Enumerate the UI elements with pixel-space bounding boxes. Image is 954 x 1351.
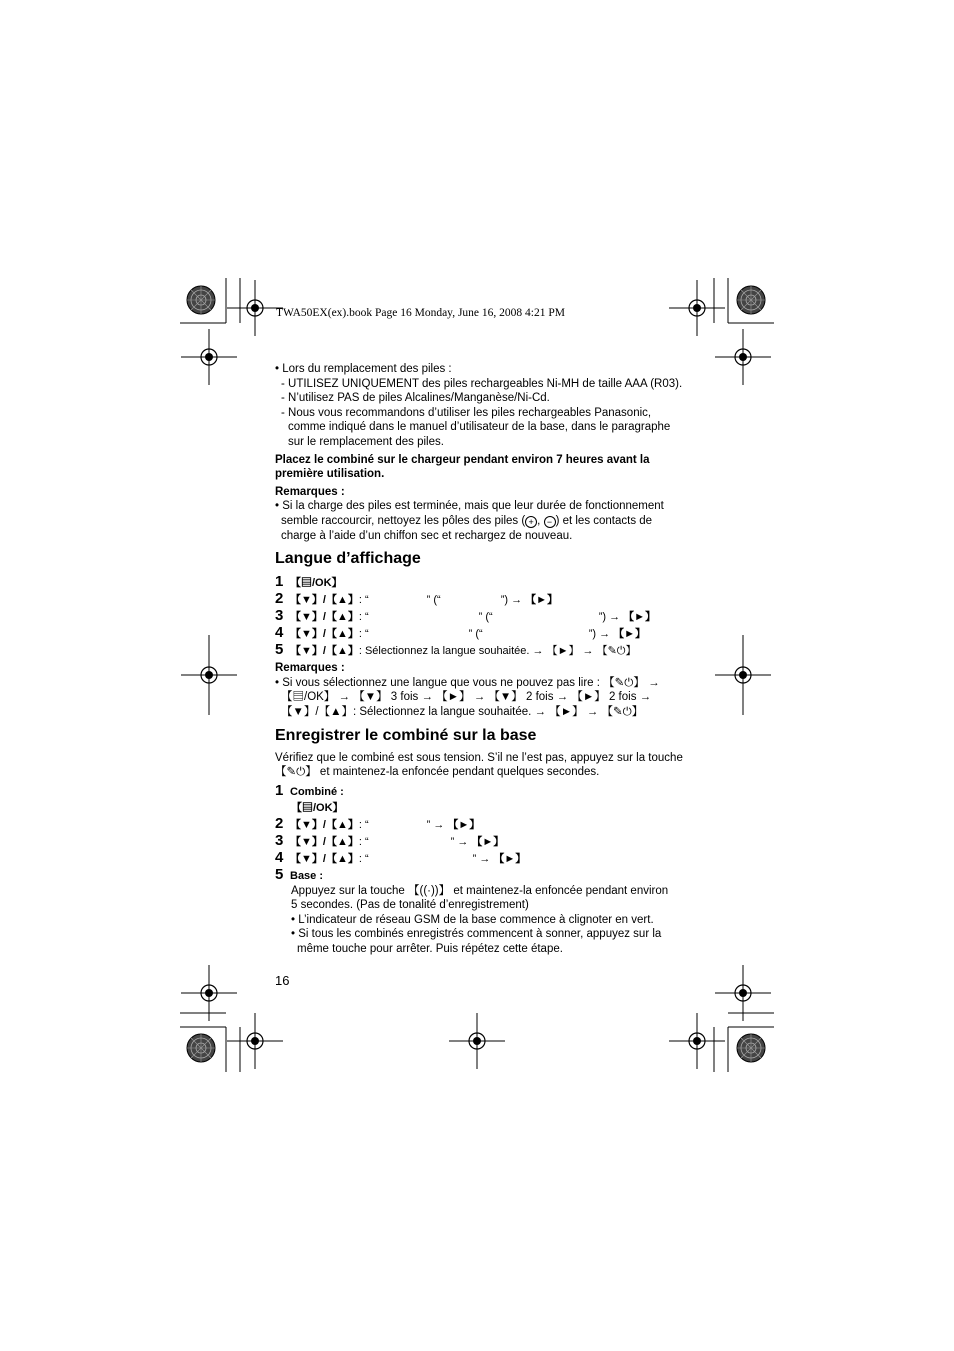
down-up-keys: 【▼】/【▲】 <box>290 611 359 624</box>
base-label: Base : <box>290 869 324 882</box>
remark-line: charge à l’aide d’un chiffon sec et rechargez de nouveau. <box>281 529 573 542</box>
remarks-label: Remarques : <box>275 485 345 498</box>
bullet-line-continued: même touche pour arrêter. Puis répétez cette étape. <box>297 943 563 956</box>
registration-mark <box>669 1013 725 1069</box>
step-3: 3 【▼】/【▲】: “ ” (“ ”) → 【►】 <box>275 607 657 625</box>
intro-line: Vérifiez que le combiné est sous tension. S’il ne l’est pas, appuyez sur la touche <box>275 751 683 764</box>
remark-line: semble raccourcir, nettoyez les pôles des piles ( + , − ) et les contacts de <box>281 514 653 527</box>
section-title-language: Langue d’affichage <box>275 550 421 568</box>
step-3: 3 【▼】/【▲】: “ ” → 【►】 <box>275 831 505 849</box>
down-up-keys: 【▼】/【▲】 <box>290 852 359 865</box>
registration-mark <box>181 329 237 385</box>
step-4: 4 【▼】/【▲】: “ ” → 【►】 <box>275 848 527 866</box>
plus-pole-icon: + <box>525 516 537 528</box>
step-2: 2 【▼】/【▲】: “ ” → 【►】 <box>275 814 481 832</box>
page-number: 16 <box>275 973 290 988</box>
registration-mark <box>227 280 283 336</box>
step-5-text: Appuyez sur la touche 【((·))】 et maintenez-la enfoncée pendant environ <box>291 884 669 897</box>
page-content <box>275 362 695 957</box>
menu-ok-key: 【▤/OK】 <box>291 801 344 814</box>
step-1: 1 【▤/OK】 <box>275 573 343 591</box>
top-left-star-mark <box>187 286 215 314</box>
dash-item-continued: sur le remplacement des piles. <box>288 435 444 448</box>
section-title-register: Enregistrer le combiné sur la base <box>275 726 537 744</box>
step-2: 2 【▼】/【▲】: “ ” (“ ”) → 【►】 <box>275 590 559 608</box>
registration-mark <box>227 1013 283 1069</box>
step-4: 4 【▼】/【▲】: “ ” (“ ”) → 【►】 <box>275 624 647 642</box>
top-right-star-mark <box>737 286 765 314</box>
language-steps <box>275 574 695 659</box>
minus-pole-icon: − <box>544 516 556 528</box>
step-5: 5 Base : <box>275 865 324 883</box>
step-5: 5 【▼】/【▲】: Sélectionnez la langue souhaitée. → 【►】 → 【✎⏻】 <box>275 641 637 659</box>
down-up-keys: 【▼】/【▲】 <box>290 645 359 658</box>
charging-instruction: première utilisation. <box>275 468 385 481</box>
remarks-label: Remarques : <box>275 662 345 675</box>
registration-mark <box>715 329 771 385</box>
step-1-key <box>275 800 695 816</box>
registration-mark <box>669 280 725 336</box>
step-1: 1 Combiné : <box>275 781 344 799</box>
dash-item-continued: comme indiqué dans le manuel d’utilisateur de la base, dans le paragraphe <box>288 421 671 434</box>
down-up-keys: 【▼】/【▲】 <box>290 594 359 607</box>
menu-ok-key: 【▤/OK】 <box>290 577 343 590</box>
bottom-left-star-mark <box>187 1034 215 1062</box>
intro-line: 【✎⏻】 et maintenez-la enfoncée pendant quelques secondes. <box>275 766 600 779</box>
bullet-line: • Lors du remplacement des piles : <box>275 363 452 375</box>
registration-mark <box>449 1013 505 1069</box>
battery-notes <box>275 362 695 543</box>
dash-item: - Nous vous recommandons d’utiliser les piles rechargeables Panasonic, <box>281 406 652 419</box>
charging-instruction: Placez le combiné sur le chargeur pendant environ 7 heures avant la <box>275 453 650 466</box>
register-steps <box>275 783 695 957</box>
down-up-keys: 【▼】/【▲】 <box>290 835 359 848</box>
bullet-line: • L’indicateur de réseau GSM de la base commence à clignoter en vert. <box>291 913 654 926</box>
dash-item: - N’utilisez PAS de piles Alcalines/Manganèse/Ni-Cd. <box>281 392 550 405</box>
bottom-right-star-mark <box>737 1034 765 1062</box>
remark-line: 【▤/OK】 → 【▼】 3 fois → 【►】 → 【▼】 2 fois → 【►】 2 fois → <box>281 691 652 704</box>
remark-line: • Si la charge des piles est terminée, mais que leur durée de fonctionnement <box>275 500 664 513</box>
remark-line: 【▼】/【▲】: Sélectionnez la langue souhaitée. → 【►】 → 【✎⏻】 <box>281 705 644 718</box>
step-5-text: 5 secondes. (Pas de tonalité d’enregistrement) <box>291 899 529 912</box>
bullet-line: • Si tous les combinés enregistrés commencent à sonner, appuyez sur la <box>291 928 662 941</box>
dash-item: - UTILISEZ UNIQUEMENT des piles rechargeables Ni-MH de taille AAA (R03). <box>281 377 683 390</box>
down-up-keys: 【▼】/【▲】 <box>290 818 359 831</box>
down-up-keys: 【▼】/【▲】 <box>290 628 359 641</box>
combine-label: Combiné : <box>290 785 344 798</box>
book-header: TWA50EX(ex).book Page 16 Monday, June 16, 2008 4:21 PM <box>276 307 565 319</box>
remark-line: • Si vous sélectionnez une langue que vous ne pouvez pas lire : 【✎⏻】 → <box>275 676 660 689</box>
